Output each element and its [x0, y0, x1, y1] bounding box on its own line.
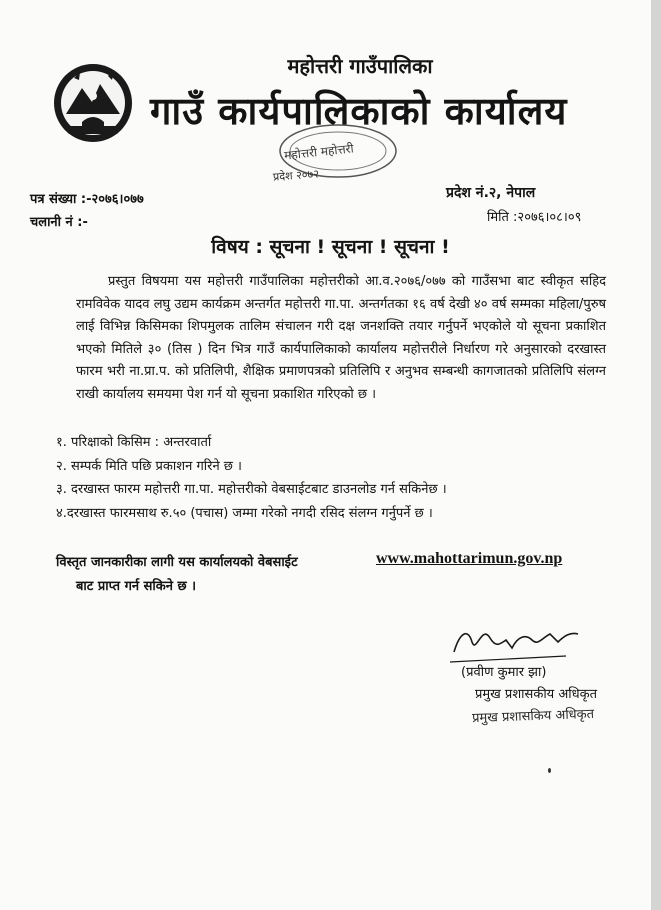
letter-number: पत्र संख्या :-२०७६।०७७	[30, 192, 144, 207]
date: मिति :२०७६।०८।०९	[487, 210, 582, 225]
dispatch-number: चलानी नं :-	[30, 215, 88, 230]
scan-edge	[651, 0, 661, 910]
notice-body: प्रस्तुत विषयमा यस महोत्तरी गाउँपालिका महोत्तरीको आ.व.२०७६/०७७ को गाउँसभा बाट स्वीकृत सहिद रामविवेक यादव लघु उद्यम कार्यक्रम अन्तर्गत महोत्तरी गा.पा. अन्तर्गतका १६ वर्ष देखी ४० वर्ष सम्मका महिला/पुरुष लाई विभिन्न किसिमका शिपमुलक तालिम संचालन गरी दक्ष जनशक्ति तयार गर्नुपर्ने भएकोले यो सूचना प्रकाशित भएको मितिले ३० (तिस ) दिन भित्र गाउँ कार्यपालिकाको कार्यालय महोत्तरीले निर्धारण गरे अनुसारको दरखास्त फारम भरी ना.प्रा.प. को प्रतिलिपी, शैक्षिक प्रमाणपत्रको प्रतिलिपि र अनुभव सम्बन्धी कागजातको प्रतिलिपि संलग्न राखी कार्यालय समयमा पेश गर्न यो सूचना प्रकाशित गरिएको छ ।	[76, 274, 606, 402]
officer-title: प्रमुख प्रशासकीय अधिकृत	[475, 687, 598, 702]
office-title: गाउँ कार्यपालिकाको कार्यालय	[150, 89, 568, 133]
more-info-text: विस्तृत जानकारीका लागी यस कार्यालयको वेबसाईट	[56, 555, 298, 570]
province: प्रदेश नं.२, नेपाल	[446, 185, 536, 201]
points-list	[56, 431, 447, 525]
subject-line: विषय : सूचना ! सूचना ! सूचना !	[211, 236, 450, 258]
ink-mark	[548, 768, 551, 773]
website-link[interactable]: www.mahottarimun.gov.np	[376, 550, 563, 567]
officer-name: (प्रवीण कुमार झा)	[461, 665, 547, 680]
municipality-name: महोत्तरी गाउँपालिका	[287, 54, 433, 78]
officer-title-stamp: प्रमुख प्रशासकिय अधिकृत	[471, 706, 595, 727]
stamp-text-2: प्रदेश २०७२	[272, 167, 320, 184]
more-info-text-2: बाट प्राप्त गर्न सकिने छ ।	[76, 579, 197, 594]
list-item: ४.दरखास्त फारमसाथ रु.५० (पचास) जम्मा गरेको नगदी रसिद संलग्न गर्नुपर्ने छ ।	[56, 505, 433, 521]
list-item: १. परिक्षाको किसिम : अन्तरवार्ता	[56, 435, 212, 450]
stamp-text-1: महोत्तरी महोत्तरी	[283, 141, 355, 163]
nepal-emblem-icon	[52, 62, 134, 144]
list-item: ३. दरखास्त फारम महोत्तरी गा.पा. महोत्तरीको वेबसाईटबाट डाउनलोड गर्न सकिनेछ ।	[56, 482, 447, 497]
list-item: २. सम्पर्क मिति पछि प्रकाशन गरिने छ ।	[56, 458, 242, 474]
